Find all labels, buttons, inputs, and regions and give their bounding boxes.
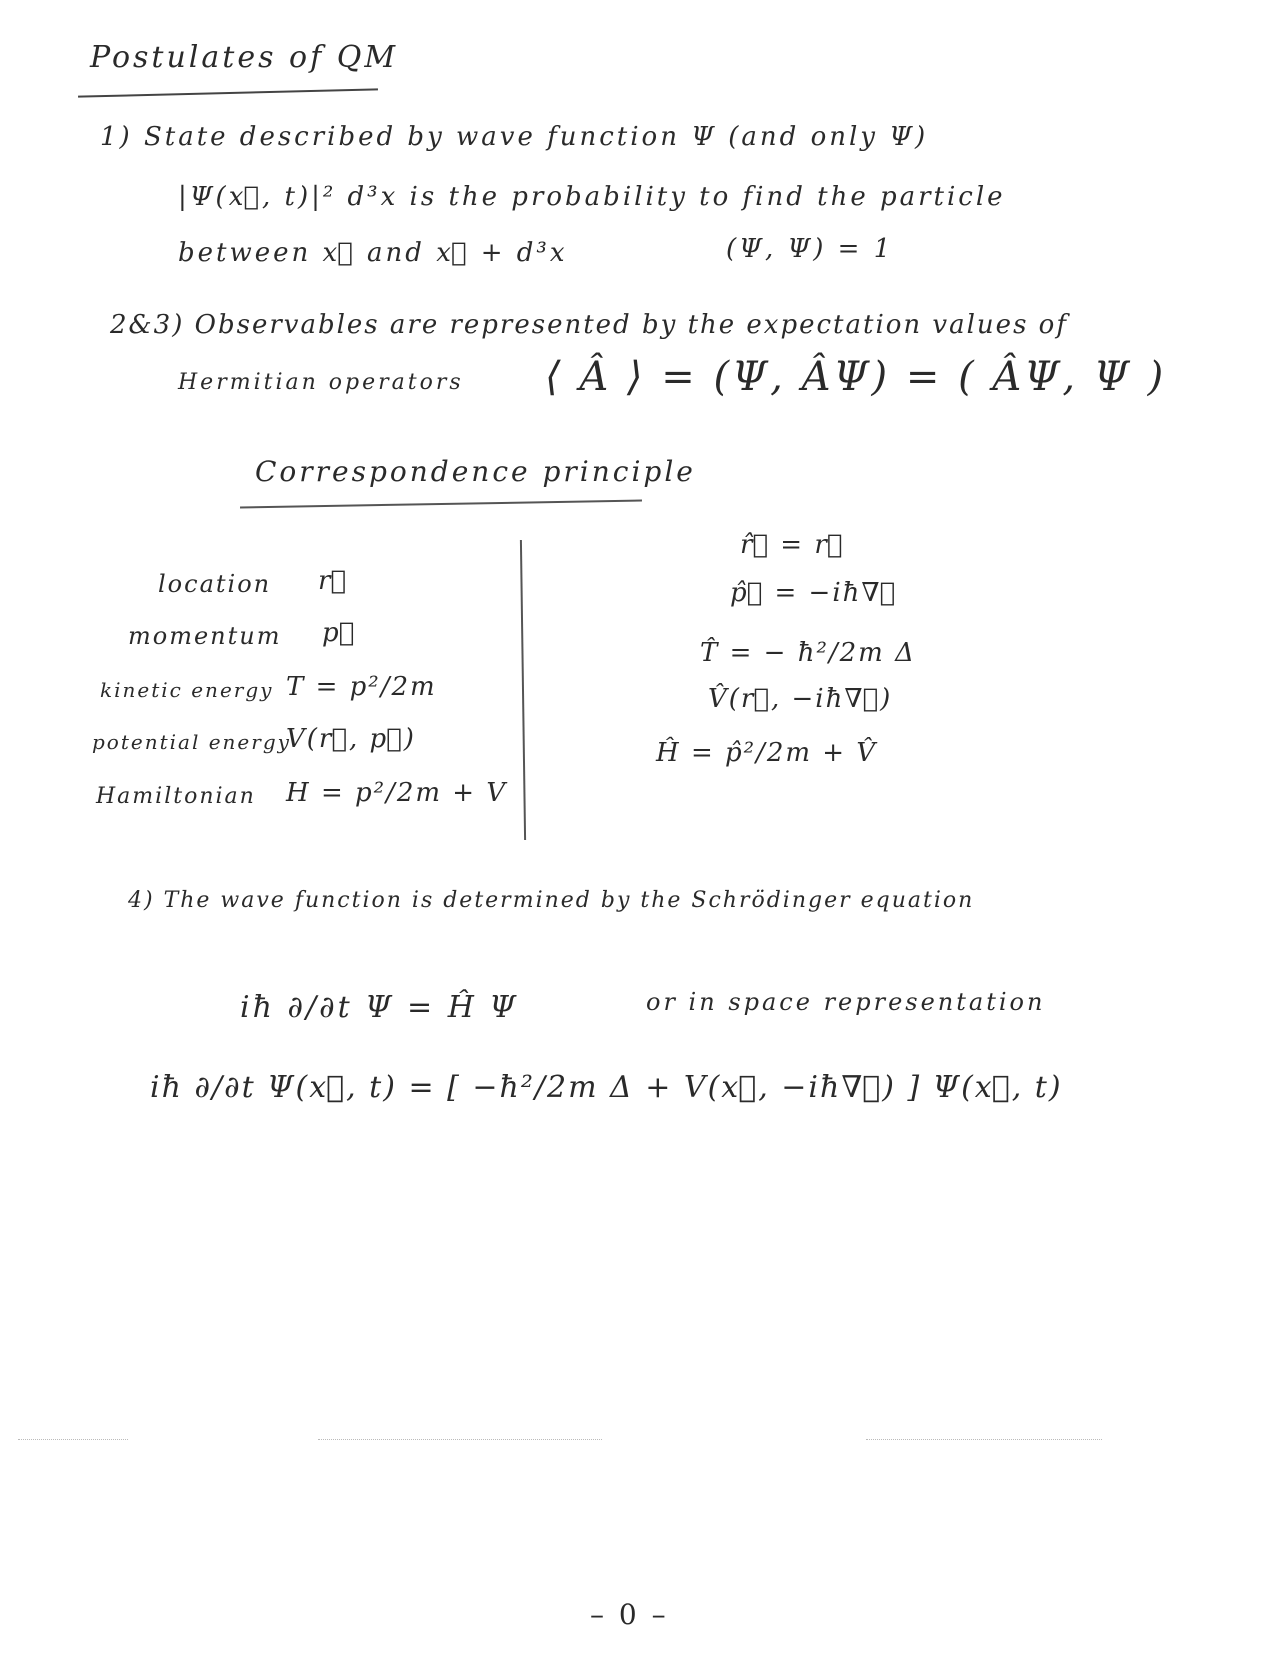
operator-momentum: p̂⃗ = −iħ∇⃗ — [730, 578, 898, 608]
postulate-4-line-1: 4) The wave function is determined by the Schrödinger equation — [128, 888, 975, 913]
postulate-1-line-3: between x⃗ and x⃗ + d³x — [178, 238, 568, 268]
table-divider — [520, 540, 526, 840]
row-label-potential-energy: potential energy — [92, 730, 291, 754]
schrodinger-equation-abstract: iħ ∂/∂t Ψ = Ĥ Ψ — [240, 990, 519, 1025]
row-label-location: location — [158, 570, 272, 598]
row-symbol-momentum: p⃗ — [322, 618, 357, 648]
operator-location: r̂⃗ = r⃗ — [740, 530, 845, 560]
normalization-condition: (Ψ, Ψ) = 1 — [726, 234, 894, 264]
scan-artifact-left — [18, 1439, 128, 1440]
postulate-23-line-2: Hermitian operators — [178, 370, 464, 395]
postulate-23-line-1: 2&3) Observables are represented by the expectation values of — [110, 310, 1068, 340]
operator-hamiltonian: Ĥ = p̂²/2m + V̂ — [656, 738, 878, 768]
row-label-kinetic-energy: kinetic energy — [100, 678, 274, 702]
correspondence-underline — [240, 499, 642, 508]
schrodinger-equation-space: iħ ∂/∂t Ψ(x⃗, t) = [ −ħ²/2m Δ + V(x⃗, −iħ∇⃗) ] Ψ(x⃗, t) — [150, 1070, 1063, 1105]
row-symbol-potential-energy: V(r⃗, p⃗) — [286, 724, 416, 754]
row-symbol-hamiltonian: H = p²/2m + V — [286, 778, 508, 808]
expectation-value-formula: ⟨ Â ⟩ = (Ψ, ÂΨ) = ( ÂΨ, Ψ ) — [545, 354, 1167, 400]
page-title: Postulates of QM — [90, 40, 399, 75]
postulate-1-line-2: |Ψ(x⃗, t)|² d³x is the probability to find the particle — [178, 182, 1006, 212]
scan-artifact-middle — [318, 1439, 602, 1440]
scan-artifact-right — [866, 1439, 1102, 1440]
schrodinger-equation-suffix: or in space representation — [646, 988, 1046, 1016]
page-number: – 0 – — [590, 1598, 669, 1631]
operator-kinetic-energy: T̂ = − ħ²/2m Δ — [700, 638, 916, 668]
row-label-momentum: momentum — [128, 622, 282, 650]
operator-potential-energy: V̂(r⃗, −iħ∇⃗) — [708, 684, 893, 714]
title-underline — [78, 88, 378, 97]
row-label-hamiltonian: Hamiltonian — [96, 784, 256, 809]
postulate-1-line-1: 1) State described by wave function Ψ (and only Ψ) — [100, 122, 929, 152]
row-symbol-location: r⃗ — [318, 566, 349, 596]
correspondence-heading: Correspondence principle — [255, 455, 696, 488]
row-symbol-kinetic-energy: T = p²/2m — [286, 672, 437, 702]
